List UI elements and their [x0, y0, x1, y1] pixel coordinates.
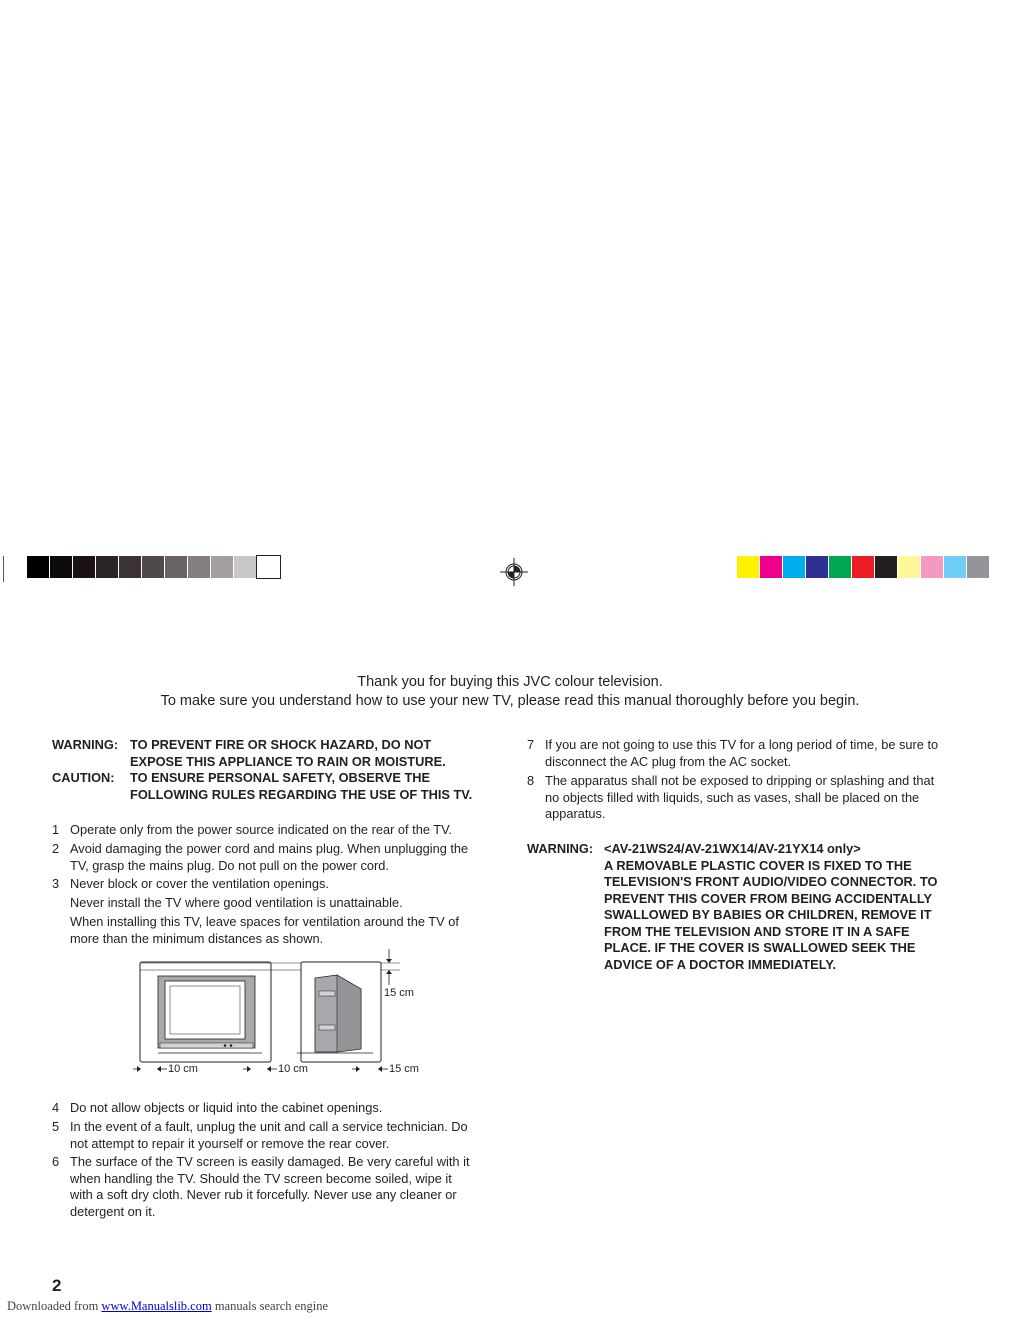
item-text: not attempt to repair it yourself or remove the rear cover. [70, 1135, 390, 1151]
dimension-top: 15 cm [384, 987, 414, 999]
item-text: The surface of the TV screen is easily damaged. Be very careful with it [70, 1154, 470, 1169]
caution-label: CAUTION: [52, 770, 115, 785]
list-item [527, 773, 987, 824]
color-swatch [211, 556, 234, 578]
ventilation-diagram [125, 945, 430, 1080]
arrow-down-icon [386, 959, 392, 963]
color-swatch [142, 556, 165, 578]
color-swatch [96, 556, 119, 578]
item-text: no objects filled with liquids, such as vases, shall be placed on the [545, 789, 920, 805]
warning-line: PLACE. IF THE COVER IS SWALLOWED SEEK THE [604, 940, 916, 955]
color-swatch [806, 556, 829, 578]
color-swatch [921, 556, 944, 578]
color-swatch [875, 556, 898, 578]
crop-mark [3, 556, 4, 582]
list-item [52, 876, 512, 893]
arrow-left-icon [157, 1066, 161, 1072]
item-text: when handling the TV. Should the TV screen become soiled, wipe it [70, 1170, 452, 1186]
dimension-right: 15 cm [389, 1063, 419, 1075]
item-text: with a soft dry cloth. Never rub it forcefully. Never use any cleaner or [70, 1187, 457, 1202]
left-warning-block [52, 737, 512, 807]
list-item [527, 737, 987, 771]
right-warning-block [527, 841, 987, 976]
warning-line: PREVENT THIS COVER FROM BEING ACCIDENTALLY [604, 890, 933, 906]
color-swatch [760, 556, 783, 578]
arrow-up-icon [386, 970, 392, 974]
item-text: When installing this TV, leave spaces for ventilation around the TV of [70, 914, 459, 929]
footer-suffix: manuals search engine [211, 1299, 328, 1313]
side-tv-vent [319, 1025, 335, 1030]
item-text: more than the minimum distances as shown. [70, 930, 324, 946]
grey-calibration-bar [27, 556, 280, 578]
item-number: 4 [52, 1100, 60, 1115]
warning-line-1: TO PREVENT FIRE OR SHOCK HAZARD, DO NOT [130, 737, 432, 752]
caution-line-2: FOLLOWING RULES REGARDING THE USE OF THIS TV. [130, 786, 473, 802]
download-footer [7, 1299, 328, 1314]
arrow-right-icon [137, 1066, 141, 1072]
color-swatch [234, 556, 257, 578]
list-item [52, 1100, 512, 1117]
item-text: Never block or cover the ventilation openings. [70, 876, 329, 891]
item-number: 6 [52, 1154, 60, 1169]
item-text: In the event of a fault, unplug the unit and call a service technician. Do [70, 1119, 468, 1134]
item-text: TV, grasp the mains plug. Do not pull on the power cord. [70, 857, 389, 873]
list-item [52, 1154, 512, 1222]
item-text: disconnect the AC plug from the AC socket. [545, 753, 792, 769]
intro-line-2: To make sure you understand how to use your new TV, please read this manual thoroughly before you begin. [160, 693, 860, 709]
color-swatch [257, 556, 280, 578]
front-tv-panel [160, 1043, 253, 1048]
color-swatch [50, 556, 73, 578]
warning-line: TELEVISION'S FRONT AUDIO/VIDEO CONNECTOR. TO [604, 874, 938, 889]
item-text: If you are not going to use this TV for a long period of time, be sure to [545, 737, 939, 752]
list-item [52, 914, 512, 948]
list-item [52, 1119, 512, 1153]
front-tv-screen-inner [170, 986, 240, 1034]
item-number: 5 [52, 1119, 60, 1134]
arrow-left-icon [267, 1066, 271, 1072]
warning-label: WARNING: [52, 737, 119, 752]
color-swatch [188, 556, 211, 578]
color-swatch [852, 556, 875, 578]
front-tv-button-icon [230, 1044, 233, 1047]
dimension-middle: 10 cm [278, 1063, 308, 1075]
arrow-right-icon [247, 1066, 251, 1072]
item-text: Never install the TV where good ventilation is unattainable. [70, 895, 403, 910]
color-swatch [165, 556, 188, 578]
color-swatch [944, 556, 967, 578]
caution-line-1: TO ENSURE PERSONAL SAFETY, OBSERVE THE [130, 770, 431, 785]
manualslib-link[interactable]: www.Manualslib.com [101, 1299, 212, 1313]
color-swatch [783, 556, 806, 578]
front-tv-button-icon [224, 1044, 227, 1047]
color-swatch [967, 556, 990, 578]
footer-prefix: Downloaded from [7, 1299, 102, 1313]
dimension-left: 10 cm [168, 1063, 198, 1075]
color-swatch [73, 556, 96, 578]
list-item [52, 841, 512, 875]
warning-line-2: EXPOSE THIS APPLIANCE TO RAIN OR MOISTURE. [130, 753, 446, 769]
registration-mark-icon [500, 558, 528, 586]
color-calibration-bar [737, 556, 990, 578]
item-number: 2 [52, 841, 60, 856]
color-swatch [829, 556, 852, 578]
warning-line: ADVICE OF A DOCTOR IMMEDIATELY. [604, 956, 837, 972]
item-text: apparatus. [545, 806, 606, 821]
item-text: Avoid damaging the power cord and mains plug. When unplugging the [70, 841, 469, 856]
list-item [52, 895, 512, 912]
warning-line: SWALLOWED BY BABIES OR CHILDREN, REMOVE IT [604, 907, 932, 922]
item-text: Operate only from the power source indicated on the rear of the TV. [70, 822, 452, 837]
arrow-right-icon [356, 1066, 360, 1072]
item-text: The apparatus shall not be exposed to dripping or splashing and that [545, 773, 935, 788]
arrow-left-icon [378, 1066, 382, 1072]
item-number: 7 [527, 737, 535, 752]
color-swatch [27, 556, 50, 578]
item-number: 1 [52, 822, 60, 837]
side-tv-vent [319, 991, 335, 996]
item-text: Do not allow objects or liquid into the cabinet openings. [70, 1100, 383, 1115]
list-item [52, 822, 512, 839]
warning-line: A REMOVABLE PLASTIC COVER IS FIXED TO THE [604, 857, 912, 873]
item-number: 3 [52, 876, 60, 891]
intro-line-1: Thank you for buying this JVC colour television. [357, 674, 663, 690]
color-swatch [737, 556, 760, 578]
item-number: 8 [527, 773, 535, 788]
warning-models: <AV-21WS24/AV-21WX14/AV-21YX14 only> [604, 841, 861, 856]
item-text: detergent on it. [70, 1203, 156, 1219]
warning-label: WARNING: [527, 841, 594, 856]
warning-line: FROM THE TELEVISION AND STORE IT IN A SAFE [604, 923, 910, 939]
color-swatch [119, 556, 142, 578]
page-number: 2 [52, 1276, 62, 1295]
color-swatch [898, 556, 921, 578]
